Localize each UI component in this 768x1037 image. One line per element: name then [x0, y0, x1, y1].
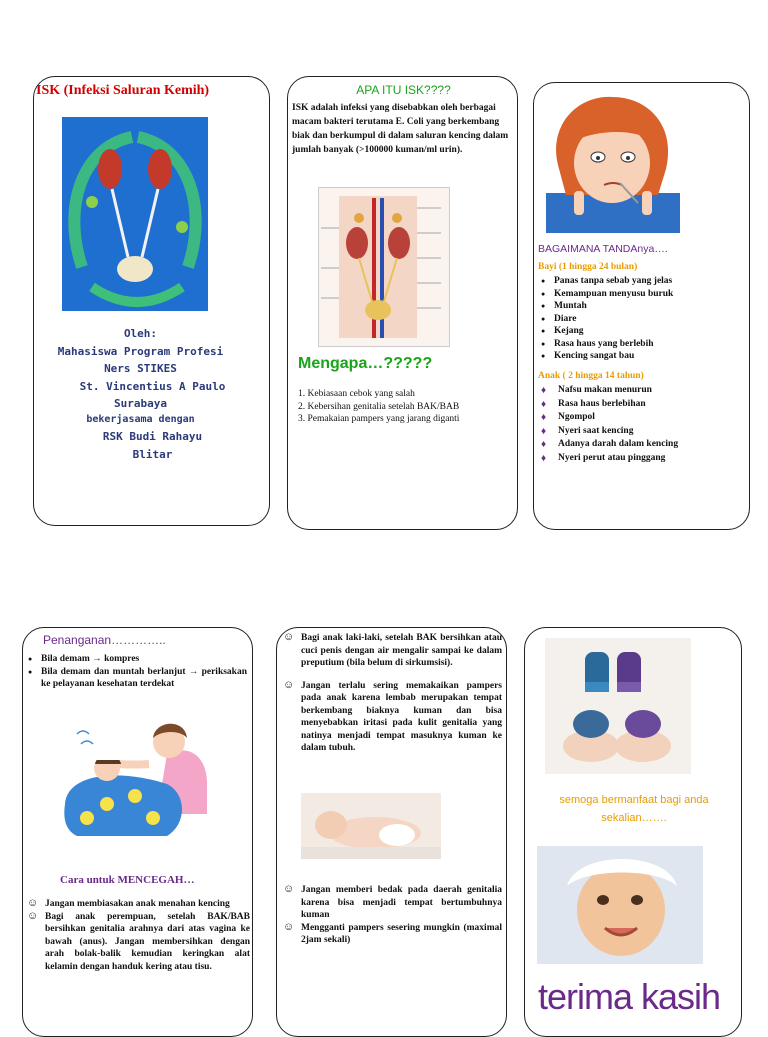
bayi-symptom-list: [538, 275, 743, 363]
prevent-item: ☺ Mengganti pampers sesering mungkin (maximal 2jam sekali): [281, 922, 502, 947]
symptom-item: ♦ Nafsu makan menurun: [538, 384, 743, 398]
prevent-item: ☺ Jangan memberi bedak pada daerah genitalia karena bisa menjadi tempat bertumbuhnya kuman: [281, 884, 502, 922]
symptom-item: ♦ Nyeri perut atau pinggang: [538, 452, 743, 466]
sleeping-baby-photo: [301, 793, 441, 859]
panel-treatment: [22, 627, 253, 1037]
cover-author-5: bekerjasama dengan: [86, 414, 195, 425]
thank-you-text: terima kasih: [538, 976, 721, 1017]
panel-what-is-isk: [287, 76, 518, 530]
symptom-item: ● Rasa haus yang berlebih: [538, 338, 743, 351]
cover-title: ISK (Infeksi Saluran Kemih): [36, 83, 210, 98]
closing-message: semoga bermanfaat bagi anda sekalian…….: [559, 794, 709, 824]
isk-definition: ISK adalah infeksi yang disebabkan oleh berbagai macam bakteri terutama E. Coli yang berkembang biak dan berkumpul di dalam saluran kencing dalam jumlah banyak (>100000 kuman/ml urin).: [292, 103, 509, 155]
panel-prevention-continued: [276, 627, 507, 1037]
symptom-item: ♦ Rasa haus berlebihan: [538, 398, 743, 412]
cover-author-4: Surabaya: [114, 397, 167, 410]
symptom-item: ♦ Nyeri saat kencing: [538, 425, 743, 439]
sick-child-illustration: [538, 85, 686, 235]
bayi-label: Bayi (1 hingga 24 bulan): [538, 262, 638, 272]
causes-list: [298, 388, 516, 426]
symptoms-heading: BAGAIMANA TANDAnya….: [538, 243, 668, 255]
prevent-list: [25, 898, 250, 973]
cover-author-3: St. Vincentius A Paulo: [79, 380, 226, 393]
what-is-heading: APA ITU ISK????: [356, 83, 451, 97]
anak-label: Anak ( 2 hingga 14 tahun): [538, 371, 644, 381]
symptom-item: ● Panas tanpa sebab yang jelas: [538, 275, 743, 288]
treatment-item: ● Bila demam → kompres: [25, 653, 247, 666]
cover-author-7: Blitar: [132, 448, 173, 461]
prevent-item: ☺ Jangan membiasakan anak menahan kencing: [25, 898, 250, 911]
mother-child-illustration: [57, 714, 235, 842]
urinary-tract-illustration: [62, 117, 208, 311]
symptom-item: ● Kejang: [538, 325, 743, 338]
symptom-item: ● Kemampuan menyusu buruk: [538, 288, 743, 301]
cover-oleh: Oleh:: [123, 327, 158, 340]
panel-cover: [33, 76, 270, 526]
prevent-item: ☺ Bagi anak perempuan, setelah BAK/BAB bersihkan genitalia arahnya dari atas vagina ke bawah (anus). Jangan membersihkan dengan arah bolak-balik kemudian keringkan alat kelamin dengan handuk kering atau tisu.: [25, 911, 250, 974]
prevent-item: ☺ Jangan terlalu sering memakaikan pampers pada anak karena lembab merupakan tempat berkembang biaknya kuman dan bisa menyebabkan iritasi pada kulit genitalia yang natinya menjadi tempat masuknya kuman ke dalam tubuh.: [281, 680, 502, 755]
mengapa-heading: Mengapa…?????: [298, 355, 433, 372]
prevent-list-bottom: [281, 884, 502, 947]
cover-author-2: Ners STIKES: [104, 362, 177, 375]
cover-author-6: RSK Budi Rahayu: [102, 430, 203, 443]
symptom-item: ● Kencing sangat bau: [538, 350, 743, 363]
cause-item: 3. Pemakaian pampers yang jarang diganti: [298, 414, 460, 424]
prevent-item: ☺ Bagi anak laki-laki, setelah BAK bersihkan atau cuci penis dengan air mengalir sampai ke dalam preputium (bila belum di sirkumsisi).: [281, 632, 502, 670]
cover-author-1: Mahasiswa Program Profesi: [57, 345, 224, 358]
cause-item: 2. Kebersihan genitalia setelah BAK/BAB: [298, 401, 460, 412]
symptom-item: ● Muntah: [538, 300, 743, 313]
smiling-baby-photo: [537, 846, 703, 964]
anak-symptom-list: [538, 384, 743, 465]
panel-symptoms: [533, 82, 750, 530]
treatment-list: [25, 653, 247, 691]
symptom-item: ● Diare: [538, 313, 743, 326]
treatment-heading: Penanganan…………..: [43, 633, 166, 647]
prevent-list-top: [281, 632, 502, 755]
twin-babies-photo: [545, 638, 691, 774]
prevent-heading: Cara untuk MENCEGAH…: [60, 874, 195, 886]
panel-closing: [524, 627, 742, 1037]
cause-item: 1. Kebiasaan cebok yang salah: [298, 389, 415, 399]
urinary-system-diagram: [318, 187, 450, 347]
treatment-item: ● Bila demam dan muntah berlanjut → periksakan ke pelayanan kesehatan terdekat: [25, 666, 247, 691]
symptom-item: ♦ Adanya darah dalam kencing: [538, 438, 743, 452]
symptom-item: ♦ Ngompol: [538, 411, 743, 425]
